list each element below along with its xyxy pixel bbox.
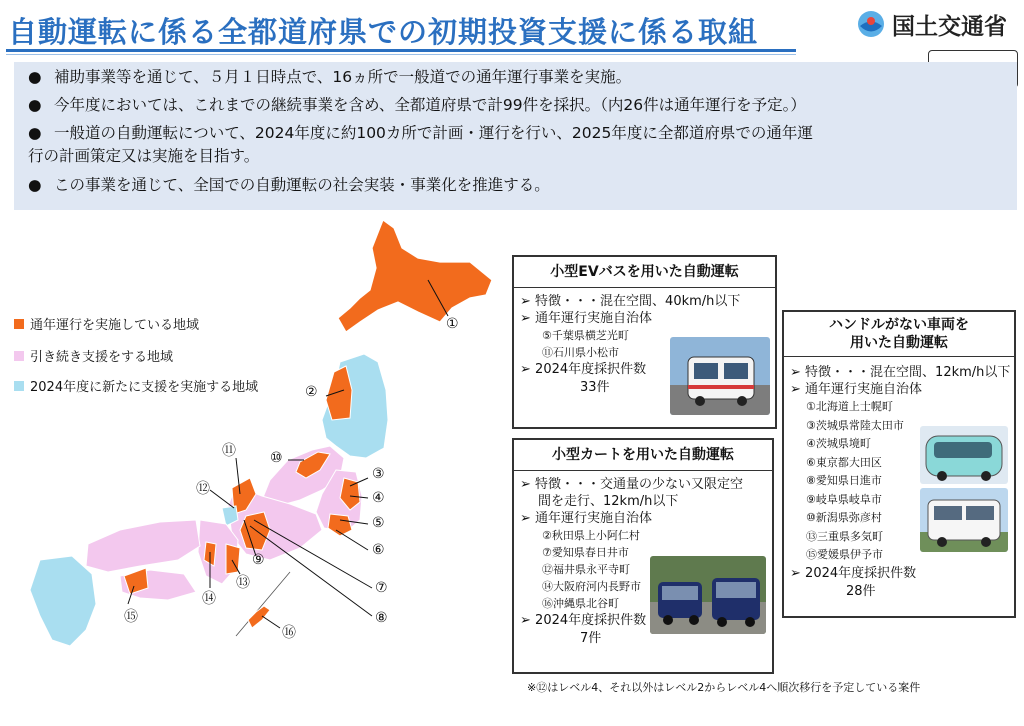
ev-bus-muni-label: ➢ 通年運行実施自治体 (520, 311, 653, 326)
ministry-name: 国土交通省 (892, 13, 1007, 40)
small-cart-feature: ➢ 特徴・・・交通量の少ない又限定空 (520, 477, 744, 492)
small-cart-feature-cont: 間を走行、12km/h以下 (538, 494, 679, 509)
map-label-7: ⑦ (375, 580, 388, 596)
no-steering-muni-3: ④茨城県境町 (806, 437, 871, 450)
page-title: 自動運転に係る全都道府県での初期投資支援に係る取組 (8, 15, 759, 49)
no-steering-muni-6: ⑨岐阜県岐阜市 (806, 492, 882, 506)
map-label-12: ⑫ (196, 481, 210, 497)
map-label-6: ⑥ (372, 542, 385, 558)
footnote: ※⑫はレベル4、それ以外はレベル2からレベル4へ順次移行を予定している案件 (527, 681, 921, 694)
small-cart-muni-1: ②秋田県上小阿仁村 (542, 529, 640, 542)
ministry-emblem-icon (856, 9, 886, 39)
ev-bus-feature: ➢ 特徴・・・混在空間、40km/h以下 (520, 294, 741, 309)
small-cart-title: 小型カートを用いた自動運転 (514, 440, 772, 471)
bullet-3: ● 一般道の自動運転について、2024年度に約100カ所で計画・運行を行い、2025年度に全都道府県での通年運 (28, 124, 813, 142)
no-steering-box (782, 310, 1016, 618)
ministry-logo (856, 6, 1007, 42)
bullet-4: ● この事業を通じて、全国での自動運転の社会実装・事業化を推進する。 (28, 176, 550, 194)
ev-bus-photo (670, 337, 770, 415)
small-cart-muni-2: ⑦愛知県春日井市 (542, 546, 629, 559)
no-steering-count-label: ➢ 2024年度採択件数 (790, 565, 917, 581)
map-label-9: ⑨ (252, 552, 265, 568)
small-cart-muni-5: ⑯沖縄県北谷町 (542, 597, 619, 610)
legend-item-continued: 引き続き支援をする地域 (14, 346, 173, 365)
map-label-5: ⑤ (372, 515, 385, 531)
bullet-3-cont: 行の計画策定又は実施を目指す。 (28, 147, 260, 165)
map-label-14: ⑭ (202, 591, 216, 607)
map-label-16: ⑯ (282, 625, 296, 641)
no-steering-feature: ➢ 特徴・・・混在空間、12km/h以下 (790, 365, 1011, 380)
map-label-11: ⑪ (222, 443, 236, 459)
no-steering-photo-2 (920, 488, 1008, 552)
ev-bus-count-label: ➢ 2024年度採択件数 (520, 362, 647, 377)
no-steering-muni-7: ⑩新潟県弥彦村 (806, 511, 882, 524)
no-steering-muni-4: ⑥東京都大田区 (806, 455, 882, 469)
ev-bus-muni-2: ⑪石川県小松市 (542, 346, 619, 359)
no-steering-muni-5: ⑧愛知県日進市 (806, 474, 882, 487)
legend-item-new-2024: 2024年度に新たに支援を実施する地域 (14, 376, 258, 395)
small-cart-box (512, 438, 774, 674)
map-label-2: ② (305, 384, 318, 400)
small-cart-photo (650, 556, 766, 634)
map-label-4: ④ (372, 490, 385, 506)
no-steering-muni-9: ⑮愛媛県伊予市 (806, 548, 883, 561)
map-label-15: ⑮ (124, 609, 138, 625)
no-steering-muni-2: ③茨城県常陸太田市 (806, 418, 904, 432)
no-steering-muni-label: ➢ 通年運行実施自治体 (790, 382, 923, 397)
legend-item-year-round: 通年運行を実施している地域 (14, 314, 199, 333)
map-label-3: ③ (372, 466, 385, 482)
map-label-13: ⑬ (236, 575, 250, 591)
no-steering-muni-1: ①北海道上士幌町 (806, 400, 893, 413)
map-label-10: ⑩ (270, 450, 283, 466)
bullet-1: ● 補助事業等を通じて、５月１日時点で、16ヵ所で一般道での通年運行事業を実施。 (28, 68, 632, 86)
small-cart-count-label: ➢ 2024年度採択件数 (520, 613, 647, 628)
map-label-8: ⑧ (375, 610, 388, 626)
no-steering-title: ハンドルがない車両を 用いた自動運転 (784, 312, 1014, 357)
no-steering-count: 28件 (846, 583, 876, 599)
map-label-1: ① (446, 316, 459, 332)
small-cart-muni-3: ⑫福井県永平寺町 (542, 563, 630, 576)
small-cart-count: 7件 (580, 631, 602, 646)
ev-bus-title: 小型EVバスを用いた自動運転 (514, 257, 775, 288)
ev-bus-count: 33件 (580, 380, 610, 395)
no-steering-muni-8: ⑬三重県多気町 (806, 529, 883, 543)
no-steering-photo-1 (920, 426, 1008, 484)
bullet-2: ● 今年度においては、これまでの継続事業を含め、全都道府県で計99件を採択。（内26件は通年運行を予定。） (28, 96, 806, 114)
ev-bus-box (512, 255, 777, 429)
ev-bus-muni-1: ⑤千葉県横芝光町 (542, 329, 629, 342)
small-cart-muni-label: ➢ 通年運行実施自治体 (520, 511, 653, 526)
small-cart-muni-4: ⑭大阪府河内長野市 (542, 580, 641, 593)
